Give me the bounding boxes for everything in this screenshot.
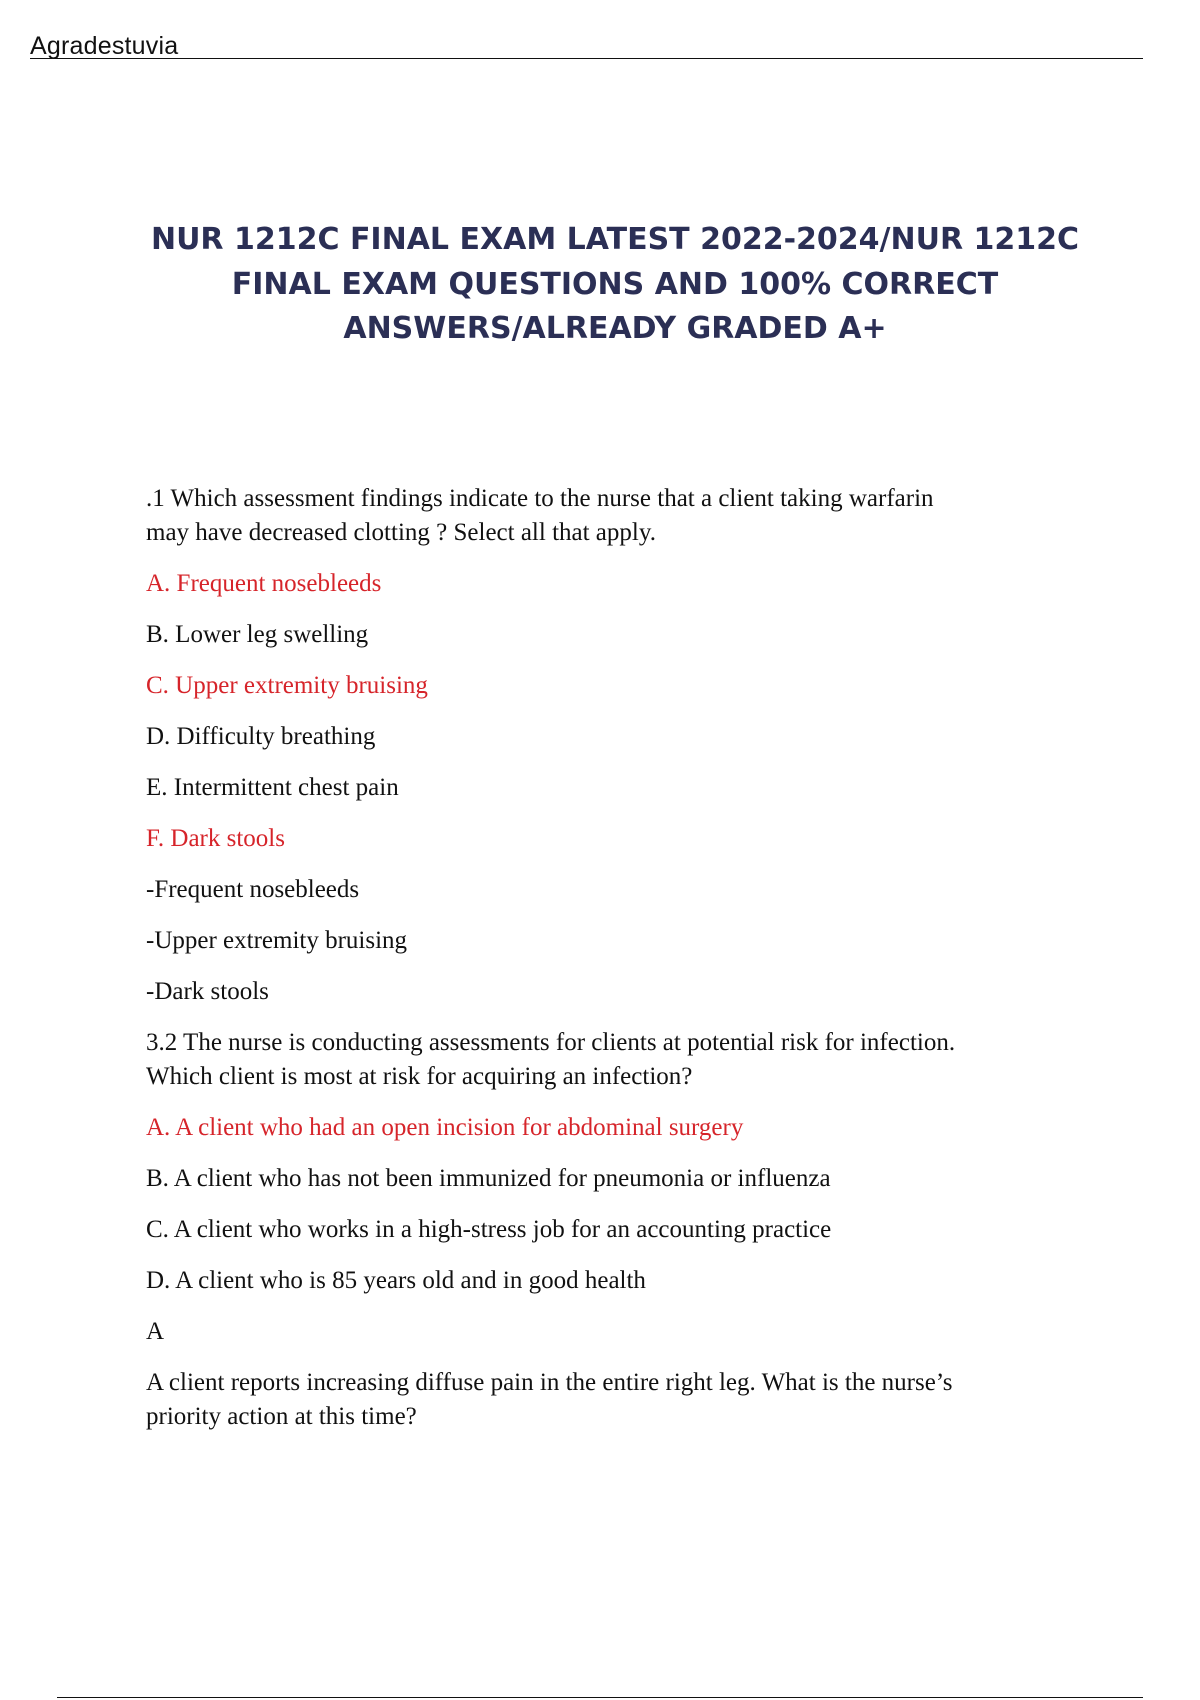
question-1-answer-2: -Upper extremity bruising xyxy=(146,927,408,954)
footer-rule xyxy=(57,1697,1143,1698)
question-1-option-d: D. Difficulty breathing xyxy=(146,723,376,750)
question-2-option-c: C. A client who works in a high-stress job for an accounting practice xyxy=(146,1216,832,1243)
question-2-option-d: D. A client who is 85 years old and in good health xyxy=(146,1267,646,1294)
question-1-option-b: B. Lower leg swelling xyxy=(146,621,369,648)
question-3-stem-line-2: priority action at this time? xyxy=(146,1403,417,1430)
question-2-option-b: B. A client who has not been immunized for pneumonia or influenza xyxy=(146,1165,831,1192)
question-2 xyxy=(146,1026,1076,1349)
question-3 xyxy=(146,1366,1076,1434)
question-1-answer-1: -Frequent nosebleeds xyxy=(146,876,360,903)
header-brand: Agradestuvia xyxy=(30,32,179,60)
question-1-stem-line-2: may have decreased clotting ? Select all that apply. xyxy=(146,519,656,546)
question-1-option-a: A. Frequent nosebleeds xyxy=(146,570,382,597)
question-2-stem-line-2: Which client is most at risk for acquiring an infection? xyxy=(146,1063,693,1090)
question-1-answer-3: -Dark stools xyxy=(146,978,269,1005)
question-1-stem-line-1: .1 Which assessment findings indicate to the nurse that a client taking warfarin xyxy=(146,485,934,512)
question-2-stem-line-1: 3.2 The nurse is conducting assessments for clients at potential risk for infection. xyxy=(146,1029,956,1056)
question-3-stem-line-1: A client reports increasing diffuse pain in the entire right leg. What is the nurse’s xyxy=(146,1369,953,1396)
question-1-option-c: C. Upper extremity bruising xyxy=(146,672,428,699)
question-1 xyxy=(146,482,1076,1009)
question-1-stem xyxy=(146,482,1076,550)
question-1-option-e: E. Intermittent chest pain xyxy=(146,774,399,801)
document-body xyxy=(146,482,1076,1434)
question-2-stem xyxy=(146,1026,1076,1094)
question-2-answer: A xyxy=(146,1318,165,1345)
page-header xyxy=(30,28,1143,59)
question-2-option-a: A. A client who had an open incision for abdominal surgery xyxy=(146,1114,744,1141)
title-line-1: NUR 1212C FINAL EXAM LATEST 2022-2024/NUR 1212C xyxy=(150,222,1080,257)
question-3-stem xyxy=(146,1366,1076,1434)
title-line-3: ANSWERS/ALREADY GRADED A+ xyxy=(343,311,887,346)
title-line-2: FINAL EXAM QUESTIONS AND 100% CORRECT xyxy=(231,266,999,302)
question-1-option-f: F. Dark stools xyxy=(146,825,285,852)
document-title xyxy=(150,218,1080,352)
